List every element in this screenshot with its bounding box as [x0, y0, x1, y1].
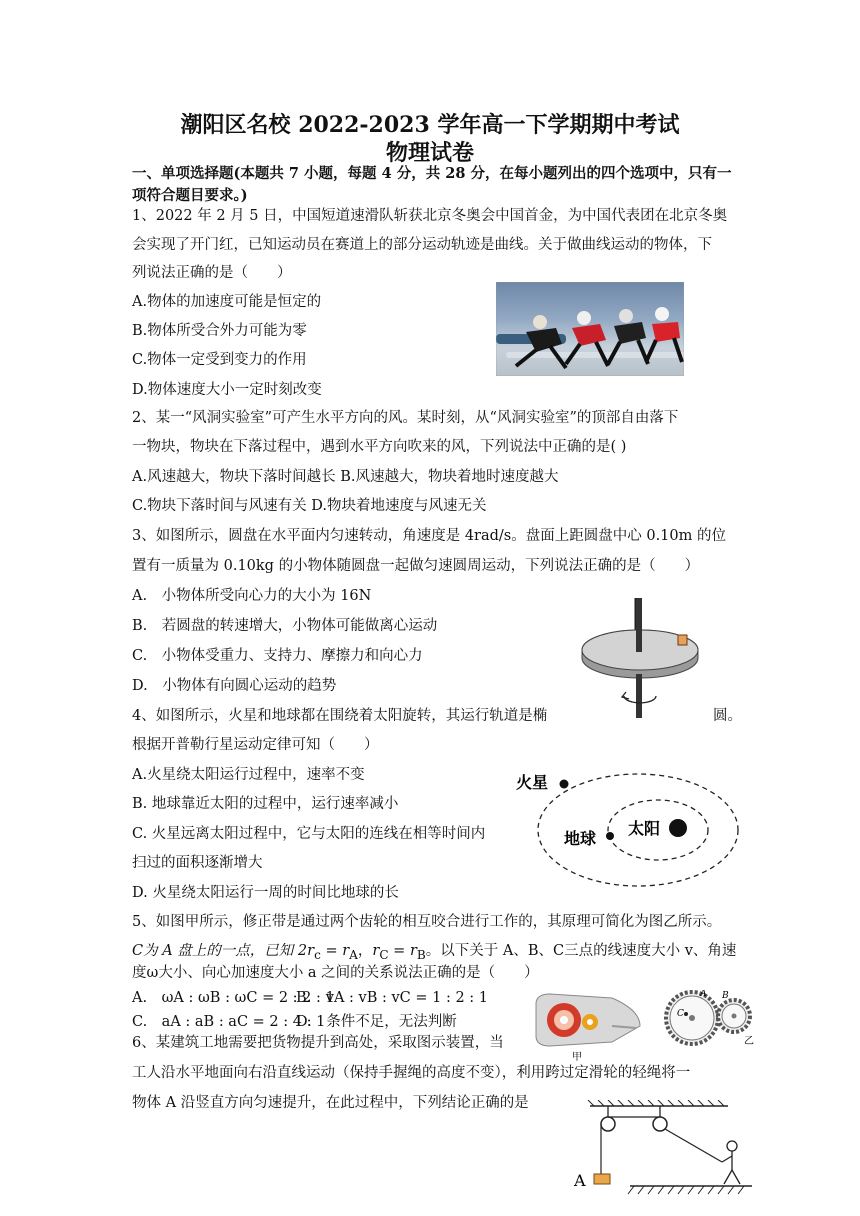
- skater-3: [608, 309, 648, 364]
- q1-stem-line1: 1、2022 年 2 月 5 日，中国短道速滑队斩获北京冬奥会中国首金，为中国代表团在北京冬奥: [132, 208, 728, 224]
- q3-option-d: D. 小物体有向圆心运动的趋势: [132, 678, 337, 694]
- eq-rb: = r: [388, 943, 417, 959]
- label-C: C: [677, 1009, 684, 1019]
- q5-option-a: A. ωA : ωB : ωC = 2 : 2 : 1: [132, 990, 335, 1006]
- q6-stem-line1: 6、某建筑工地需要把货物提升到高处，采取图示装置，当: [132, 1035, 504, 1051]
- mars-label: 火星: [516, 773, 549, 792]
- q3-option-b: B. 若圆盘的转速增大，小物体可能做离心运动: [132, 618, 438, 634]
- q1-option-d: D.物体速度大小一定时刻改变: [132, 382, 322, 398]
- q1-stem-line3: 列说法正确的是（ ）: [132, 265, 292, 281]
- sun-dot: [669, 819, 687, 837]
- correction-tape-photo: [536, 994, 640, 1062]
- mars-dot: [560, 780, 569, 789]
- cargo-box: [594, 1174, 610, 1184]
- gear-figure: [532, 990, 784, 1062]
- subject-title: 物理试卷: [385, 140, 474, 166]
- q5-option-c: C. aA : aB : aC = 2 : 4 : 1: [132, 1014, 326, 1030]
- q5-option-b: B. vA : vB : vC = 1 : 2 : 1: [296, 990, 489, 1006]
- section-heading-line2: 项符合题目要求。): [132, 187, 248, 204]
- q4-option-d: D. 火星绕太阳运行一周的时间比地球的长: [132, 885, 399, 901]
- q3-stem-line1: 3、如图所示，圆盘在水平面内匀速转动，角速度是 4rad/s。盘面上距圆盘中心 0.10m 的位: [132, 528, 726, 544]
- earth-label: 地球: [564, 829, 597, 848]
- q1-stem-line2: 会实现了开门红，已知运动员在赛道上的部分运动轨迹是曲线。关于做曲线运动的物体，下: [132, 237, 712, 253]
- small-object: [678, 635, 687, 645]
- eq-sep: ，: [357, 943, 373, 959]
- q6-stem-line3: 物体 A 沿竖直方向匀速提升，在此过程中，下列结论正确的是: [132, 1095, 529, 1111]
- q5-option-d: D. 条件不足，无法判断: [296, 1014, 457, 1030]
- q5-stem-line2: [132, 941, 736, 965]
- orbit-figure: [512, 764, 742, 894]
- eq-rc-sub: C: [379, 947, 389, 962]
- earth-dot: [606, 832, 614, 840]
- q1-option-b: B.物体所受合外力可能为零: [132, 323, 307, 339]
- worker-figure: [722, 1141, 740, 1184]
- q4-option-c-line1: C. 火星远离太阳过程中，它与太阳的连线在相等时间内: [132, 826, 486, 842]
- skater-2: [566, 311, 608, 366]
- label-yi: 乙: [744, 1036, 754, 1047]
- q4-option-b: B. 地球靠近太阳的过程中，运行速率减小: [132, 796, 399, 812]
- q3-option-a: A. 小物体所受向心力的大小为 16N: [132, 588, 372, 604]
- q6-stem-line2: 工人沿水平地面向右沿直线运动（保持手握绳的高度不变），利用跨过定滑轮的轻绳将一: [132, 1065, 691, 1081]
- eq-rb-sub: B: [416, 947, 426, 962]
- eq-ra: = r: [320, 943, 350, 959]
- label-B: B: [722, 991, 729, 1001]
- q3-option-c: C. 小物体受重力、支持力、摩擦力和向心力: [132, 648, 423, 664]
- q4-stem-line1a: 4、如图所示，火星和地球都在围绕着太阳旋转，其运行轨道是椭: [132, 708, 548, 724]
- q5-stem-line3: 度ω大小、向心加速度大小 a 之间的关系说法正确的是（ ）: [132, 965, 539, 981]
- q5-stem-start: C为 A 盘上的一点，已知: [132, 943, 294, 959]
- q2-options-ab: A.风速越大，物块下落时间越长 B.风速越大，物块着地时速度越大: [132, 469, 559, 485]
- q4-option-c-line2: 扫过的面积逐渐增大: [132, 855, 263, 871]
- section-heading-line1: 一、单项选择题(本题共 7 小题，每题 4 分，共 28 分，在每小题列出的四个选项中，只有一: [132, 165, 732, 182]
- sun-label: 太阳: [628, 819, 661, 838]
- q5-stem-line1: 5、如图甲所示，修正带是通过两个齿轮的相互咬合进行工作的，其原理可简化为图乙所示。: [132, 914, 722, 930]
- q5-stem-end: 。以下关于 A、B、C三点的线速度大小 v、角速: [425, 943, 737, 959]
- q4-option-a: A.火星绕太阳运行过程中，速率不变: [132, 767, 365, 783]
- label-A: A: [700, 990, 707, 999]
- q2-options-cd: C.物块下落时间与风速有关 D.物块着地速度与风速无关: [132, 498, 487, 514]
- q4-stem-line1b: 圆。: [713, 708, 742, 724]
- q2-stem-line1: 2、某一“风洞实验室”可产生水平方向的风。某时刻，从“风洞实验室”的顶部自由落下: [132, 410, 679, 426]
- pulley-figure: [572, 1100, 752, 1200]
- speed-skating-photo: [496, 282, 684, 376]
- cargo-label: A: [574, 1171, 586, 1190]
- pulley-right: [653, 1117, 667, 1131]
- q3-stem-line2: 置有一质量为 0.10kg 的小物体随圆盘一起做匀速圆周运动，下列说法正确的是（ ）: [132, 558, 700, 574]
- eq-ra-sub: A: [349, 947, 358, 962]
- eq-rc: r: [372, 943, 380, 959]
- q1-option-a: A.物体的加速度可能是恒定的: [132, 294, 322, 310]
- eq-2rc-sub: c: [314, 947, 321, 962]
- rotating-disk-figure: [578, 596, 706, 720]
- gears-diagram: [666, 990, 754, 1047]
- skater-1: [516, 315, 566, 368]
- label-jia: 甲: [572, 1052, 582, 1062]
- q2-stem-line2: 一物块，物块在下落过程中，遇到水平方向吹来的风，下列说法中正确的是( ): [132, 439, 627, 455]
- skater-4: [646, 307, 682, 362]
- q1-option-c: C.物体一定受到变力的作用: [132, 352, 307, 368]
- pulley-left: [601, 1117, 615, 1131]
- eq-2rc: 2r: [297, 943, 315, 959]
- exam-title: 潮阳区名校 2022-2023 学年高一下学期期中考试: [180, 112, 680, 138]
- q4-stem-line2: 根据开普勒行星运动定律可知（ ）: [132, 737, 379, 753]
